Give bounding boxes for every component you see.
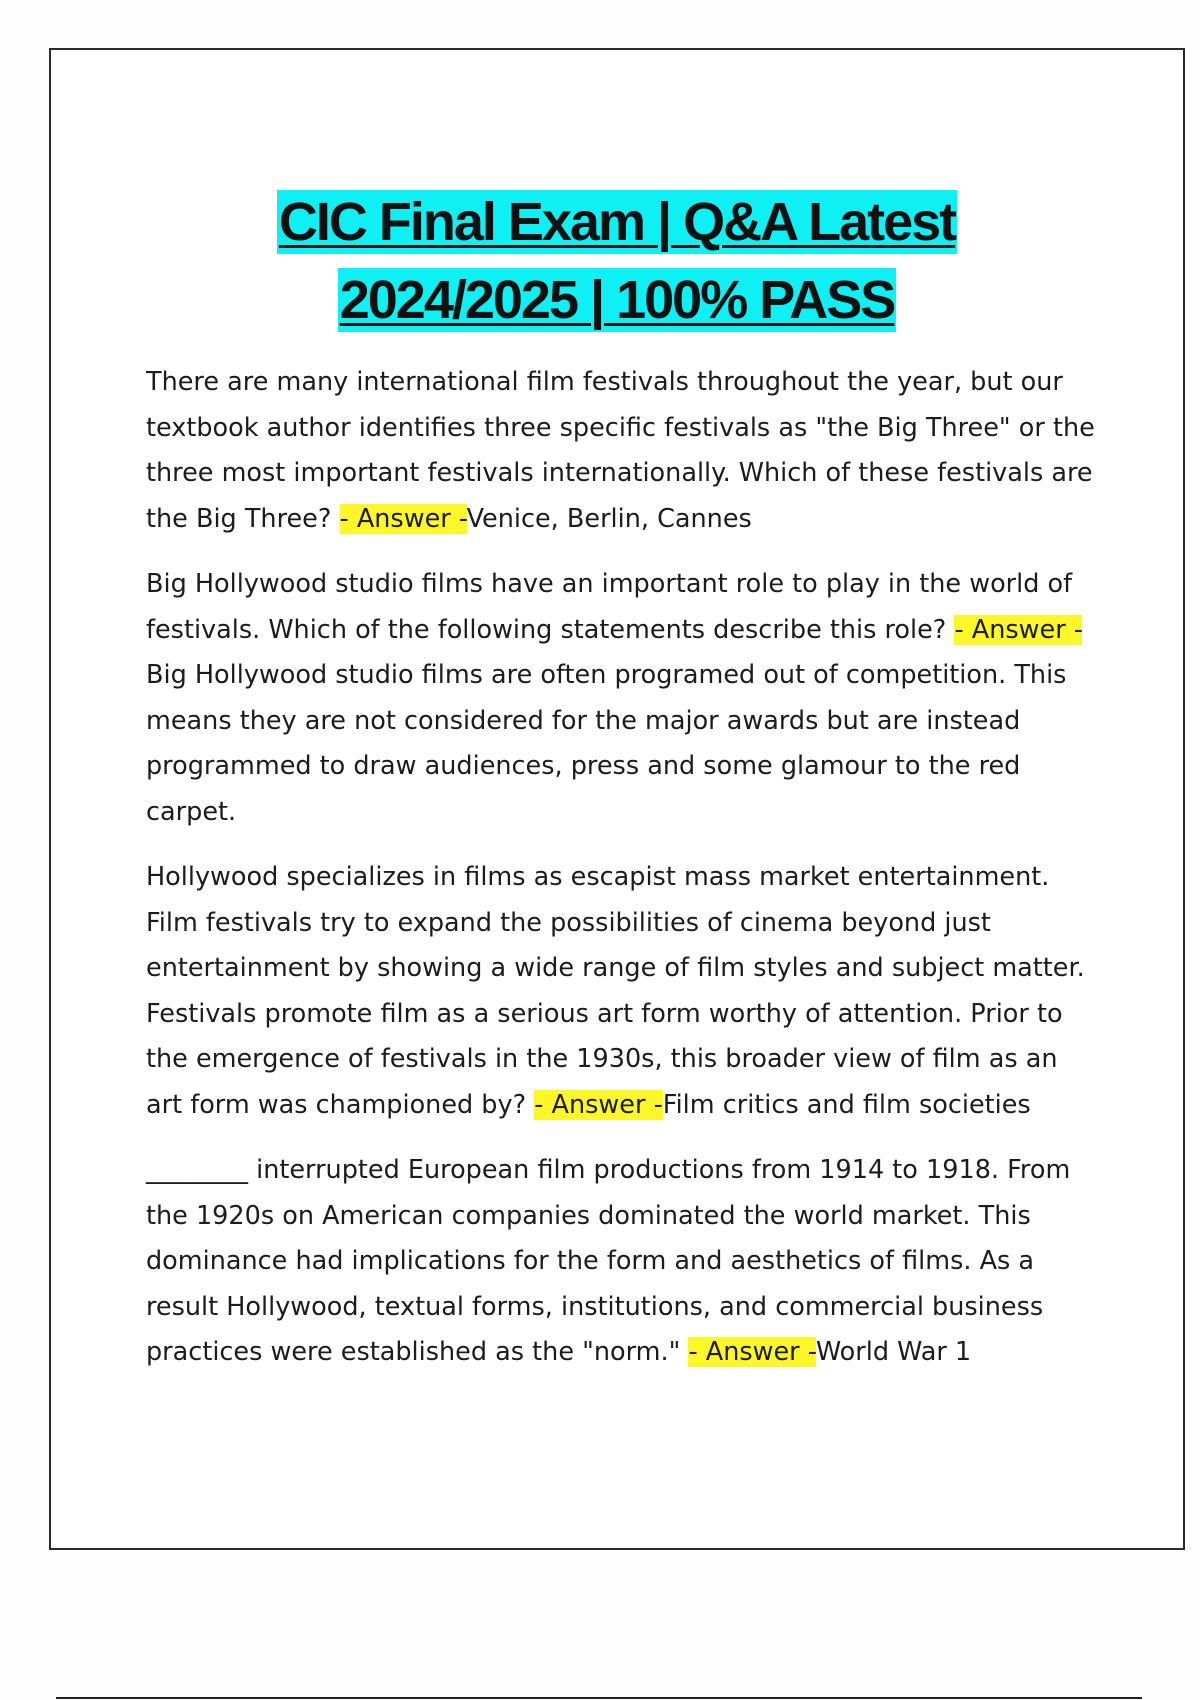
question-text: There are many international film festivals throughout the year, but our textbook author identifies three specific festivals as "the Big Three" or the three most important festivals internationally. Which of these festivals are the Big Three? <box>146 367 1095 534</box>
qa-item-2 <box>146 562 1096 835</box>
answer-label: - Answer - <box>339 503 467 534</box>
question-text: Big Hollywood studio films have an important role to play in the world of festivals. Which of the following statements describe this role? <box>146 569 1073 645</box>
title-line-1: CIC Final Exam | Q&A Latest <box>278 192 956 252</box>
answer-label: - Answer - <box>954 614 1083 645</box>
answer-text: Big Hollywood studio films are often programed out of competition. This means they are not considered for the major awards but are instead programmed to draw audiences, press and some glamour to the red carpet. <box>146 660 1067 827</box>
answer-label: - Answer - <box>688 1337 816 1367</box>
question-text: ________ interrupted European film productions from 1914 to 1918. From the 1920s on American companies dominated the world market. This dominance had implications for the form and aesthetics of films. As a result Hollywood, textual forms, institutions, and commercial business practices were established as the "norm." <box>146 1155 1071 1367</box>
answer-text: Film critics and film societies <box>662 1089 1031 1120</box>
qa-list <box>146 360 1096 1396</box>
answer-label: - Answer - <box>534 1089 663 1120</box>
bottom-divider <box>56 1697 1142 1699</box>
question-text: Hollywood specializes in films as escapist mass market entertainment. Film festivals try to expand the possibilities of cinema beyond just entertainment by showing a wide range of film styles and subject matter. Festivals promote film as a serious art form worthy of attention. Prior to the emergence of festivals in the 1930s, this broader view of film as an art form was championed by? <box>146 862 1085 1120</box>
title-line-2: 2024/2025 | 100% PASS <box>339 270 895 330</box>
qa-item-3 <box>146 855 1096 1128</box>
answer-text: World War 1 <box>815 1337 972 1367</box>
answer-text: Venice, Berlin, Cannes <box>466 503 752 534</box>
document-title <box>51 190 1183 346</box>
qa-item-4 <box>146 1148 1096 1376</box>
qa-item-1 <box>146 360 1096 542</box>
